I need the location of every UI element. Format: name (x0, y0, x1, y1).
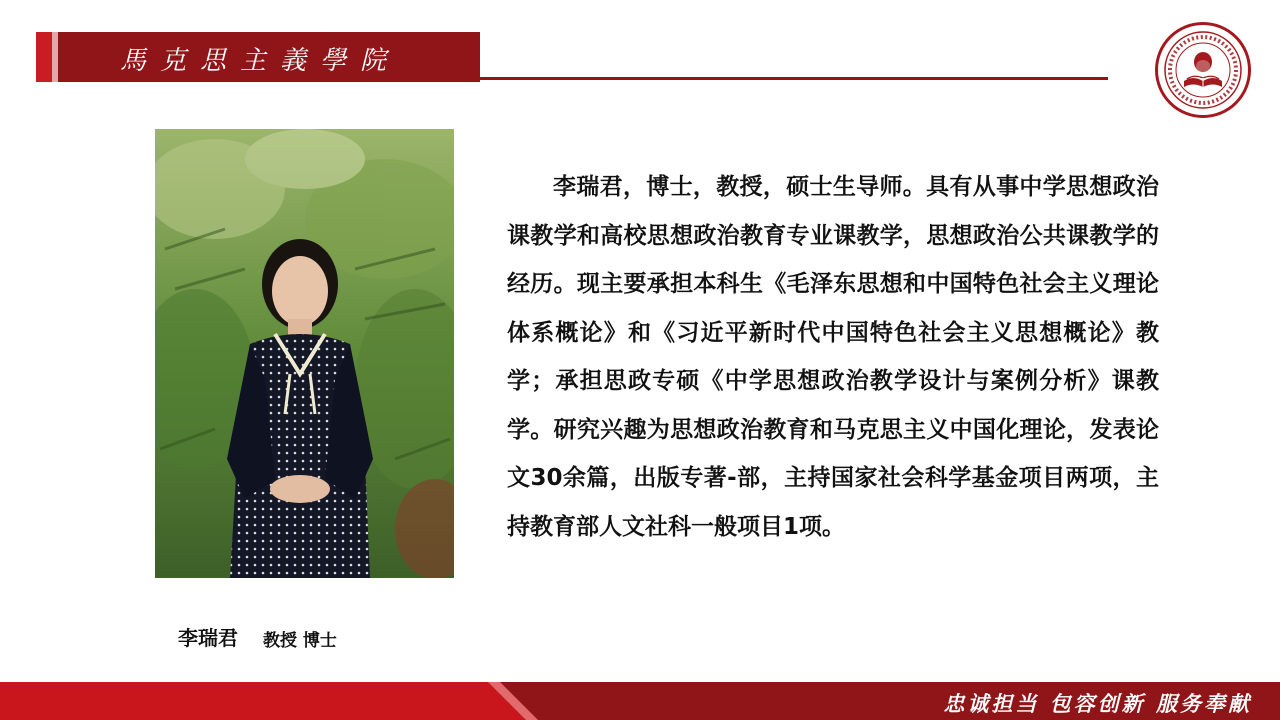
caption-title: 教授 博士 (263, 631, 337, 651)
header-accent-highlight (52, 32, 58, 82)
header-banner (36, 32, 480, 82)
college-logo (1155, 22, 1251, 118)
portrait-photo (155, 129, 454, 578)
footer-motto: 忠诚担当 包容创新 服务奉献 (943, 691, 1252, 716)
page-title: 馬克思主義學院 (120, 46, 401, 76)
header-divider (480, 77, 1108, 80)
biography-text: 李瑞君，博士，教授，硕士生导师。具有从事中学思想政治课教学和高校思想政治教育专业课教学，思想政治公共课教学的经历。现主要承担本科生《毛泽东思想和中国特色社会主义理论体系概论》和《习近平新时代中国特色社会主义思想概论》教学；承担思政专硕《中学思想政治教学设计与案例分析》课教学。研究兴趣为思想政治教育和马克思主义中国化理论，发表论文30余篇，出版专著-部，主持国家社会科学基金项目两项，主持教育部人文社科一般项目1项。 (507, 174, 1159, 540)
header-accent-stripe (36, 32, 52, 82)
marx-portrait-book-seal-icon (1158, 25, 1248, 115)
caption-name: 李瑞君 (178, 626, 238, 650)
